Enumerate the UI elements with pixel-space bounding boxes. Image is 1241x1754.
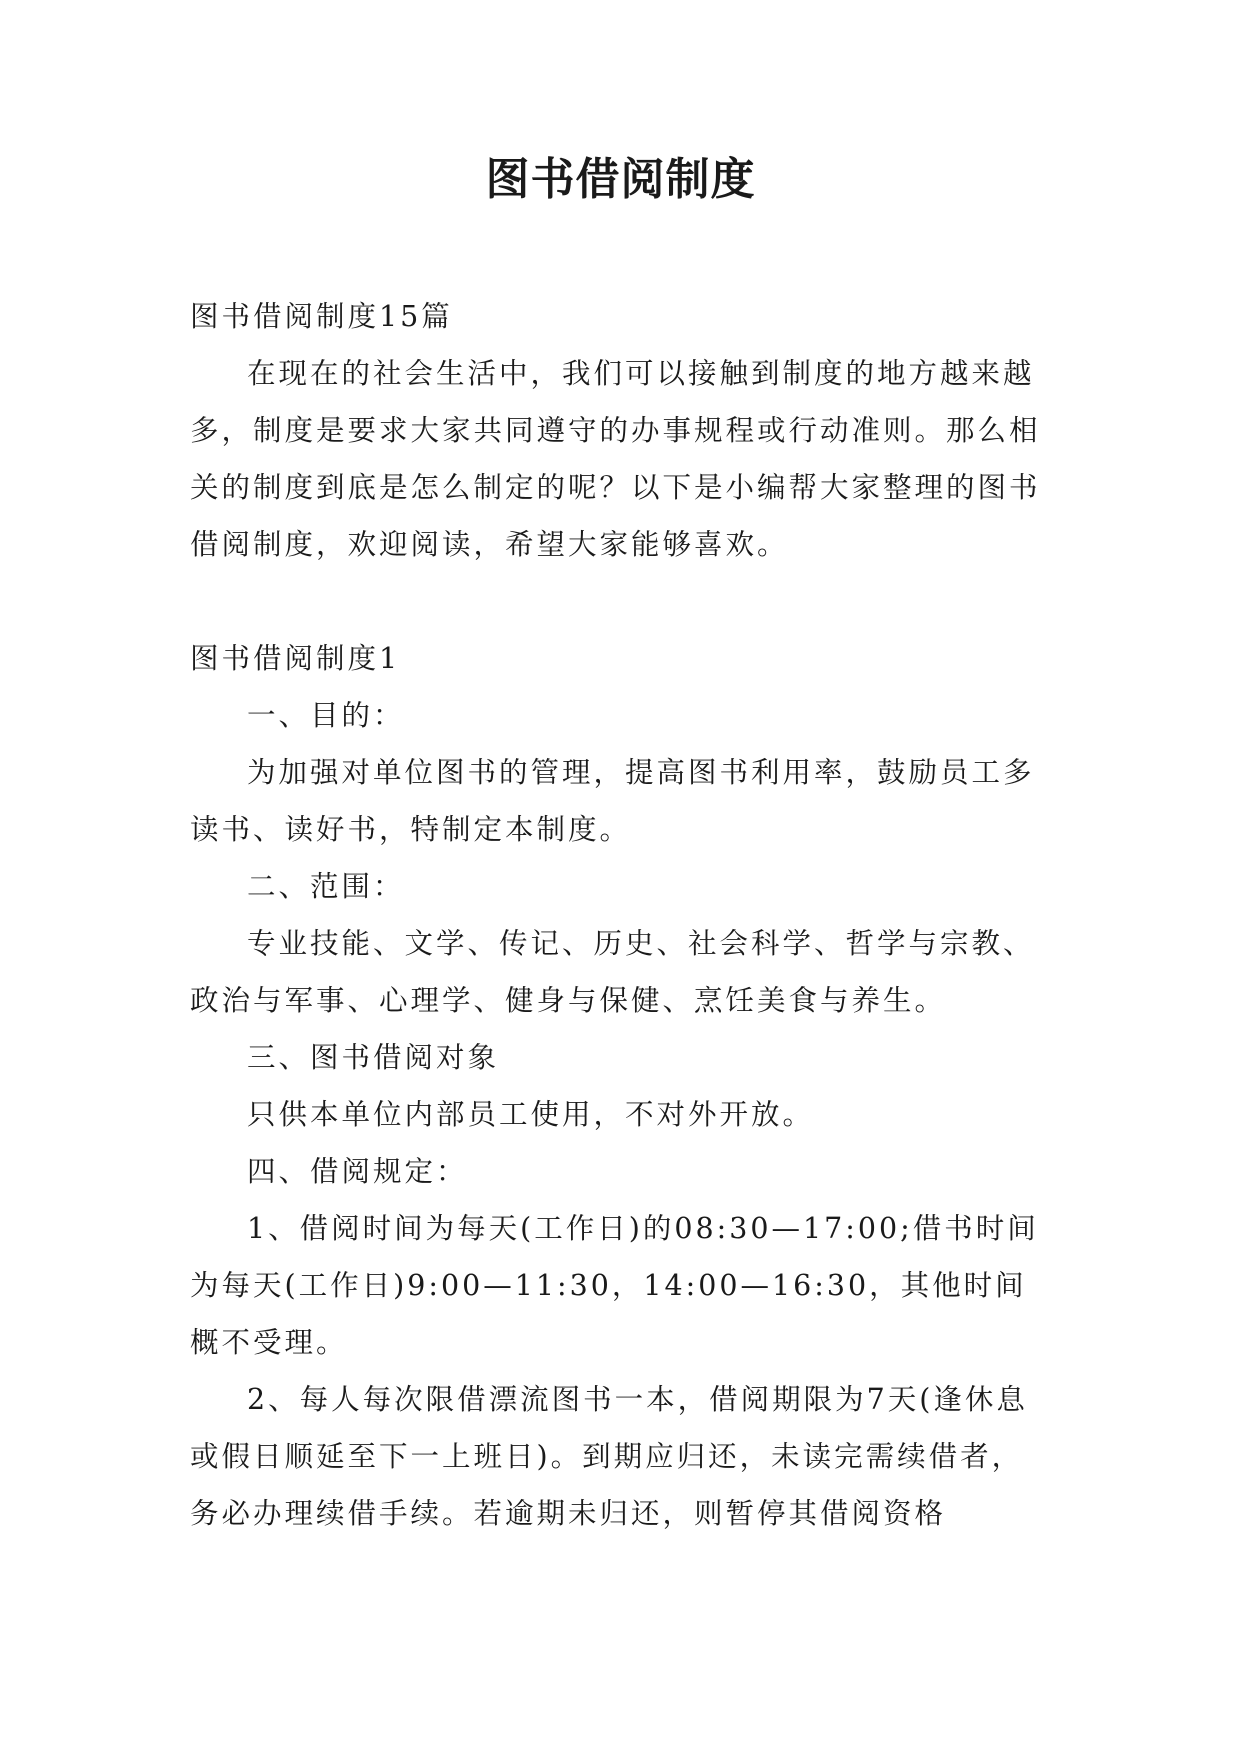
paragraph: 为加强对单位图书的管理，提高图书利用率，鼓励员工多读书、读好书，特制定本制度。 — [190, 756, 1035, 846]
document-title: 图书借阅制度 — [485, 154, 756, 205]
item-heading: 三、图书借阅对象 — [247, 1041, 500, 1074]
paragraph: 2、每人每次限借漂流图书一本，借阅期限为7天(逢休息或假日顺延至下一上班日)。到期应归还，未读完需续借者，务必办理续借手续。若逾期未归还，则暂停其借阅资格 — [190, 1383, 1028, 1530]
item-heading: 二、范围： — [247, 870, 405, 903]
paragraph-gap — [190, 573, 1052, 630]
paragraph: 专业技能、文学、传记、历史、社会科学、哲学与宗教、政治与军事、心理学、健身与保健、烹饪美食与养生。 — [190, 927, 1035, 1017]
paragraph: 1、借阅时间为每天(工作日)的08:30—17:00;借书时间为每天(工作日)9:00—11:30，14:00—16:30，其他时间概不受理。 — [190, 1212, 1039, 1359]
document-body — [190, 288, 1052, 1542]
paragraph: 只供本单位内部员工使用，不对外开放。 — [247, 1098, 815, 1131]
section-heading: 图书借阅制度15篇 — [190, 300, 453, 333]
item-heading: 四、借阅规定： — [247, 1155, 468, 1188]
item-heading: 一、目的： — [247, 699, 405, 732]
section-heading: 图书借阅制度1 — [190, 642, 401, 675]
intro-paragraph: 在现在的社会生活中，我们可以接触到制度的地方越来越多，制度是要求大家共同遵守的办事规程或行动准则。那么相关的制度到底是怎么制定的呢？以下是小编帮大家整理的图书借阅制度，欢迎阅读，希望大家能够喜欢。 — [190, 357, 1041, 561]
